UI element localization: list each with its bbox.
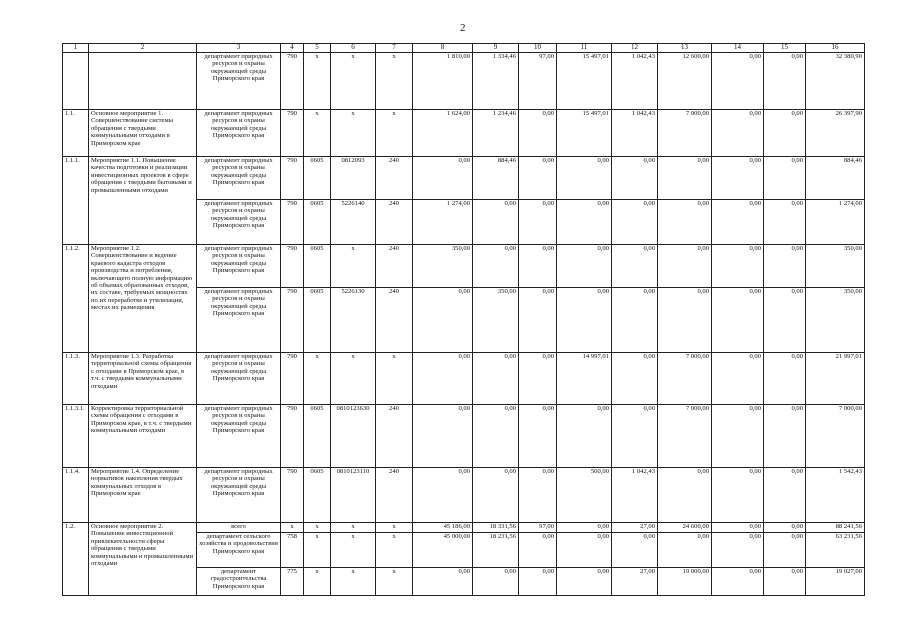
- cell-col14: 0,00: [712, 353, 764, 405]
- row-executor: департамент природных ресурсов и охраны окружающей среды Приморского края: [197, 110, 281, 157]
- cell-col10: 0,00: [519, 110, 557, 157]
- cell-col8: 45 186,00: [413, 523, 473, 533]
- cell-col14: 0,00: [712, 288, 764, 353]
- row-code: 1.1.3.1.: [63, 405, 89, 468]
- cell-col6: x: [331, 353, 376, 405]
- column-header: 10: [519, 44, 557, 53]
- cell-col12: 0,00: [612, 353, 658, 405]
- cell-col6: x: [331, 533, 376, 568]
- cell-col4: 758: [281, 533, 304, 568]
- cell-col7: x: [376, 523, 413, 533]
- cell-col15: 0,00: [764, 110, 806, 157]
- cell-col11: 500,00: [557, 468, 612, 523]
- cell-col8: 0,00: [413, 157, 473, 200]
- column-header: 12: [612, 44, 658, 53]
- cell-col12: 0,00: [612, 157, 658, 200]
- cell-col16: 19 027,00: [806, 568, 865, 596]
- cell-col10: 97,00: [519, 523, 557, 533]
- cell-col8: 0,00: [413, 568, 473, 596]
- cell-col14: 0,00: [712, 157, 764, 200]
- cell-col16: 7 000,00: [806, 405, 865, 468]
- cell-col13: 0,00: [658, 157, 712, 200]
- column-header: 6: [331, 44, 376, 53]
- cell-col5: 0605: [304, 200, 331, 245]
- cell-col12: 1 042,43: [612, 110, 658, 157]
- column-header: 7: [376, 44, 413, 53]
- cell-col16: 1 274,00: [806, 200, 865, 245]
- cell-col4: 790: [281, 245, 304, 288]
- row-code: 1.1.3.: [63, 353, 89, 405]
- cell-col9: 0,00: [473, 353, 519, 405]
- cell-col6: x: [331, 568, 376, 596]
- cell-col16: 1 542,43: [806, 468, 865, 523]
- cell-col9: 0,00: [473, 468, 519, 523]
- column-header: 4: [281, 44, 304, 53]
- cell-col15: 0,00: [764, 523, 806, 533]
- cell-col8: 0,00: [413, 405, 473, 468]
- row-executor: департамент природных ресурсов и охраны окружающей среды Приморского края: [197, 245, 281, 288]
- row-name: Мероприятие 1.2. Совершенствование и ведение краевого кадастра отходов производства и потребления, включающего полную информацию об объемах образованных отходов, их составе, требуемых мощностях по их переработке и утилизации, местах их размещения: [89, 245, 197, 353]
- cell-col10: 97,00: [519, 53, 557, 110]
- cell-col7: 240: [376, 157, 413, 200]
- cell-col5: 0605: [304, 405, 331, 468]
- cell-col7: 240: [376, 288, 413, 353]
- cell-col11: 15 497,01: [557, 110, 612, 157]
- cell-col13: 12 600,00: [658, 53, 712, 110]
- column-header: 5: [304, 44, 331, 53]
- table-row: [63, 405, 865, 468]
- cell-col10: 0,00: [519, 353, 557, 405]
- cell-col13: 7 000,00: [658, 110, 712, 157]
- cell-col14: 0,00: [712, 523, 764, 533]
- cell-col4: 790: [281, 110, 304, 157]
- cell-col9: 1 234,46: [473, 110, 519, 157]
- cell-col4: 790: [281, 53, 304, 110]
- cell-col5: x: [304, 353, 331, 405]
- cell-col14: 0,00: [712, 245, 764, 288]
- cell-col15: 0,00: [764, 157, 806, 200]
- cell-col5: x: [304, 110, 331, 157]
- row-code: 1.2.: [63, 523, 89, 596]
- column-header: 3: [197, 44, 281, 53]
- cell-col5: 0605: [304, 245, 331, 288]
- column-header: 9: [473, 44, 519, 53]
- cell-col10: 0,00: [519, 468, 557, 523]
- cell-col13: 0,00: [658, 288, 712, 353]
- cell-col4: x: [281, 523, 304, 533]
- cell-col6: x: [331, 110, 376, 157]
- cell-col5: 0605: [304, 157, 331, 200]
- cell-col16: 350,00: [806, 245, 865, 288]
- row-name: Мероприятие 1.4. Определение нормативов накопления твердых коммунальных отходов в Приморском крае: [89, 468, 197, 523]
- row-name: Основное мероприятие 1. Совершенствование системы обращения с твердыми коммунальными отходами в Приморском крае: [89, 110, 197, 157]
- cell-col8: 0,00: [413, 288, 473, 353]
- cell-col15: 0,00: [764, 288, 806, 353]
- cell-col14: 0,00: [712, 468, 764, 523]
- cell-col14: 0,00: [712, 405, 764, 468]
- table-row: [63, 353, 865, 405]
- cell-col4: 790: [281, 405, 304, 468]
- cell-col4: 790: [281, 288, 304, 353]
- cell-col10: 0,00: [519, 200, 557, 245]
- cell-col14: 0,00: [712, 200, 764, 245]
- column-header: 15: [764, 44, 806, 53]
- cell-col13: 0,00: [658, 468, 712, 523]
- cell-col5: 0605: [304, 288, 331, 353]
- cell-col15: 0,00: [764, 468, 806, 523]
- cell-col16: 63 231,56: [806, 533, 865, 568]
- table-row: [63, 245, 865, 288]
- cell-col12: 0,00: [612, 405, 658, 468]
- cell-col15: 0,00: [764, 245, 806, 288]
- cell-col13: 0,00: [658, 533, 712, 568]
- cell-col16: 884,46: [806, 157, 865, 200]
- cell-col16: 32 380,90: [806, 53, 865, 110]
- cell-col4: 775: [281, 568, 304, 596]
- cell-col15: 0,00: [764, 405, 806, 468]
- table-row: [63, 53, 865, 110]
- cell-col8: 0,00: [413, 468, 473, 523]
- cell-col13: 24 600,00: [658, 523, 712, 533]
- cell-col6: 0812093: [331, 157, 376, 200]
- cell-col9: 884,46: [473, 157, 519, 200]
- cell-col9: 1 334,46: [473, 53, 519, 110]
- budget-table: [62, 43, 865, 596]
- row-executor: департамент градостроительства Приморского края: [197, 568, 281, 596]
- cell-col12: 1 042,43: [612, 468, 658, 523]
- row-executor: департамент природных ресурсов и охраны окружающей среды Приморского края: [197, 288, 281, 353]
- row-executor: всего: [197, 523, 281, 533]
- cell-col10: 0,00: [519, 533, 557, 568]
- cell-col6: 5226140: [331, 200, 376, 245]
- cell-col11: 0,00: [557, 568, 612, 596]
- cell-col7: x: [376, 353, 413, 405]
- cell-col9: 350,00: [473, 288, 519, 353]
- column-header: 2: [89, 44, 197, 53]
- cell-col15: 0,00: [764, 533, 806, 568]
- row-code: 1.1.2.: [63, 245, 89, 353]
- row-code: 1.1.1.: [63, 157, 89, 245]
- cell-col6: x: [331, 53, 376, 110]
- cell-col15: 0,00: [764, 200, 806, 245]
- cell-col8: 1 624,00: [413, 110, 473, 157]
- row-code: 1.1.4.: [63, 468, 89, 523]
- cell-col7: x: [376, 568, 413, 596]
- cell-col6: 0810123110: [331, 468, 376, 523]
- cell-col9: 0,00: [473, 200, 519, 245]
- cell-col8: 1 274,00: [413, 200, 473, 245]
- cell-col7: 240: [376, 245, 413, 288]
- cell-col15: 0,00: [764, 53, 806, 110]
- cell-col12: 0,00: [612, 200, 658, 245]
- row-executor: департамент природных ресурсов и охраны окружающей среды Приморского края: [197, 200, 281, 245]
- cell-col4: 790: [281, 200, 304, 245]
- table-row: [63, 110, 865, 157]
- cell-col14: 0,00: [712, 568, 764, 596]
- cell-col8: 1 810,00: [413, 53, 473, 110]
- row-executor: департамент природных ресурсов и охраны окружающей среды Приморского края: [197, 157, 281, 200]
- header-row: [63, 44, 865, 53]
- column-header: 1: [63, 44, 89, 53]
- cell-col12: 0,00: [612, 533, 658, 568]
- cell-col12: 1 042,43: [612, 53, 658, 110]
- cell-col14: 0,00: [712, 53, 764, 110]
- cell-col8: 350,00: [413, 245, 473, 288]
- cell-col10: 0,00: [519, 288, 557, 353]
- cell-col14: 0,00: [712, 533, 764, 568]
- cell-col16: 350,00: [806, 288, 865, 353]
- cell-col7: 240: [376, 405, 413, 468]
- cell-col13: 19 000,00: [658, 568, 712, 596]
- row-executor: департамент природных ресурсов и охраны окружающей среды Приморского края: [197, 405, 281, 468]
- cell-col13: 7 000,00: [658, 353, 712, 405]
- cell-col6: x: [331, 245, 376, 288]
- cell-col4: 790: [281, 468, 304, 523]
- row-name: Мероприятие 1.1. Повышение качества подготовки и реализации инвестиционных проектов в сфере обращения с твердыми бытовыми и промышленными отходами: [89, 157, 197, 245]
- row-name: Основное мероприятие 2. Повышение инвестиционной привлекательности сферы обращения с твердыми коммунальными и промышленными отходами: [89, 523, 197, 596]
- cell-col11: 0,00: [557, 523, 612, 533]
- cell-col13: 0,00: [658, 245, 712, 288]
- cell-col13: 7 000,00: [658, 405, 712, 468]
- cell-col6: 5226130: [331, 288, 376, 353]
- cell-col9: 0,00: [473, 405, 519, 468]
- cell-col11: 0,00: [557, 157, 612, 200]
- cell-col7: 240: [376, 200, 413, 245]
- cell-col13: 0,00: [658, 200, 712, 245]
- row-name: [89, 53, 197, 110]
- cell-col11: 15 497,01: [557, 53, 612, 110]
- row-code: [63, 53, 89, 110]
- page-number: 2: [460, 22, 466, 34]
- cell-col10: 0,00: [519, 157, 557, 200]
- cell-col14: 0,00: [712, 110, 764, 157]
- table-row: [63, 523, 865, 533]
- column-header: 16: [806, 44, 865, 53]
- cell-col5: x: [304, 568, 331, 596]
- row-executor: департамент природных ресурсов и охраны окружающей среды Приморского края: [197, 353, 281, 405]
- cell-col11: 0,00: [557, 288, 612, 353]
- cell-col11: 0,00: [557, 245, 612, 288]
- cell-col5: x: [304, 533, 331, 568]
- cell-col12: 0,00: [612, 288, 658, 353]
- cell-col4: 790: [281, 353, 304, 405]
- column-header: 13: [658, 44, 712, 53]
- cell-col11: 14 997,01: [557, 353, 612, 405]
- table-row: [63, 468, 865, 523]
- cell-col16: 26 397,90: [806, 110, 865, 157]
- cell-col5: x: [304, 53, 331, 110]
- cell-col8: 0,00: [413, 353, 473, 405]
- table-row: [63, 157, 865, 200]
- cell-col9: 18 331,56: [473, 523, 519, 533]
- column-header: 11: [557, 44, 612, 53]
- cell-col8: 45 000,00: [413, 533, 473, 568]
- cell-col5: 0605: [304, 468, 331, 523]
- cell-col9: 0,00: [473, 568, 519, 596]
- cell-col6: x: [331, 523, 376, 533]
- row-code: 1.1.: [63, 110, 89, 157]
- cell-col7: x: [376, 110, 413, 157]
- cell-col9: 18 231,56: [473, 533, 519, 568]
- column-header: 8: [413, 44, 473, 53]
- cell-col12: 0,00: [612, 245, 658, 288]
- cell-col15: 0,00: [764, 353, 806, 405]
- row-executor: департамент сельского хозяйства и продовольствия Приморского края: [197, 533, 281, 568]
- column-header: 14: [712, 44, 764, 53]
- cell-col10: 0,00: [519, 245, 557, 288]
- cell-col5: x: [304, 523, 331, 533]
- cell-col11: 0,00: [557, 533, 612, 568]
- row-name: Корректировка территориальной схемы обращения с отходами в Приморском крае, в т.ч. с твердыми коммунальными отходами: [89, 405, 197, 468]
- cell-col7: x: [376, 53, 413, 110]
- cell-col4: 790: [281, 157, 304, 200]
- cell-col11: 0,00: [557, 200, 612, 245]
- cell-col10: 0,00: [519, 405, 557, 468]
- cell-col11: 0,00: [557, 405, 612, 468]
- cell-col12: 27,00: [612, 523, 658, 533]
- row-executor: департамент природных ресурсов и охраны окружающей среды Приморского края: [197, 468, 281, 523]
- cell-col9: 0,00: [473, 245, 519, 288]
- cell-col16: 21 997,01: [806, 353, 865, 405]
- row-name: Мероприятие 1.3. Разработка территориальной схемы обращения с отходами в Приморском крае, в т.ч. с твердыми коммунальными отходами: [89, 353, 197, 405]
- row-executor: департамент природных ресурсов и охраны окружающей среды Приморского края: [197, 53, 281, 110]
- cell-col10: 0,00: [519, 568, 557, 596]
- cell-col6: 0810123630: [331, 405, 376, 468]
- cell-col7: 240: [376, 468, 413, 523]
- cell-col15: 0,00: [764, 568, 806, 596]
- cell-col12: 27,00: [612, 568, 658, 596]
- cell-col16: 88 241,56: [806, 523, 865, 533]
- cell-col7: x: [376, 533, 413, 568]
